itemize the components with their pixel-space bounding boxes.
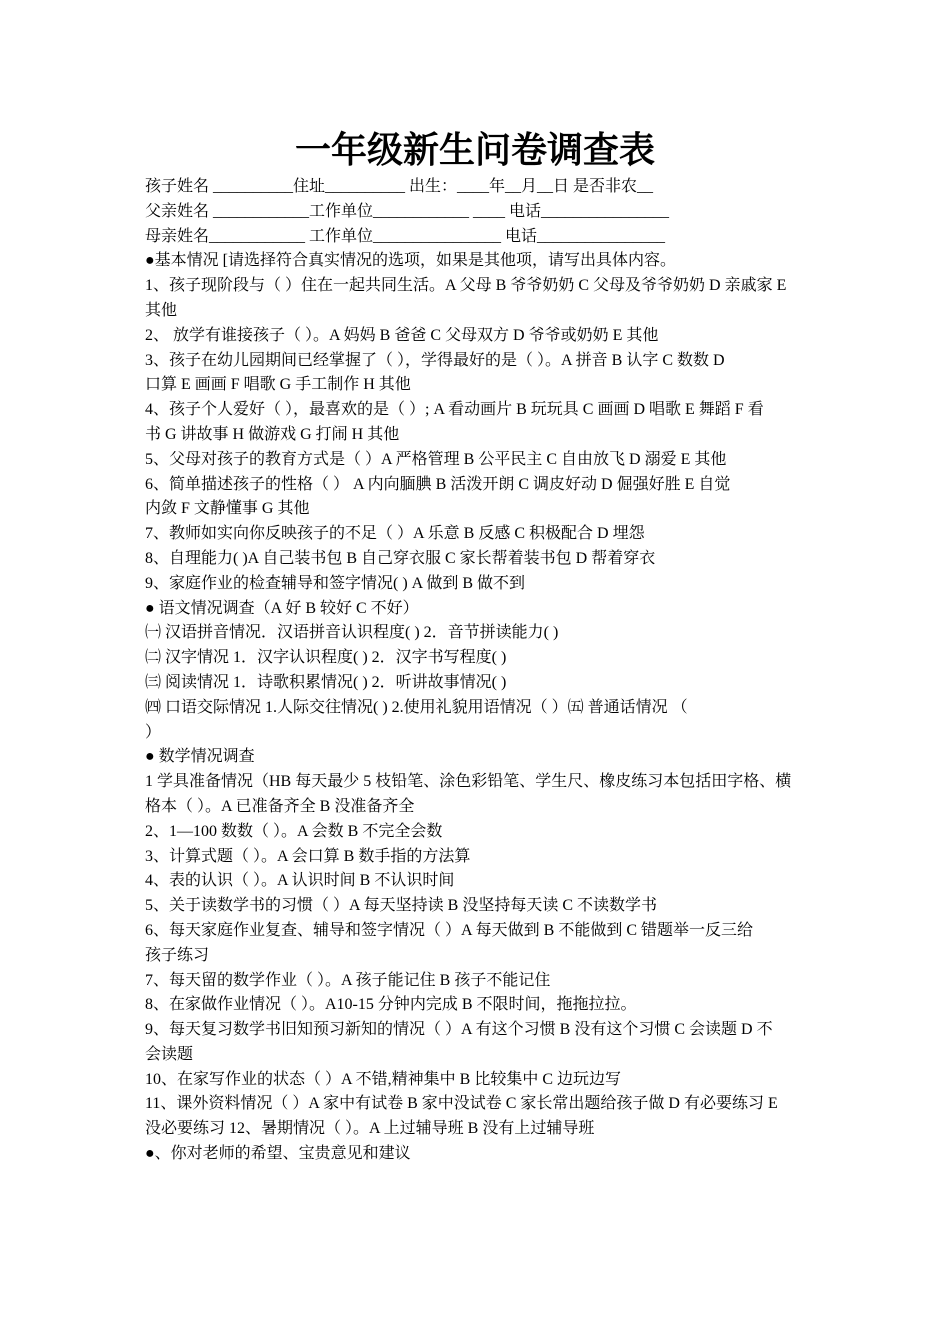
text-line: 6、简单描述孩子的性格（ ） A 内向腼腆 B 活泼开朗 C 调皮好动 D 倔强好胜 E 自觉 [145,475,731,493]
text-line: ㈠ 汉语拼音情况．汉语拼音认识程度( ) 2．音节拼读能力( ) [145,624,559,642]
text-line: 其他 [145,301,178,319]
text-line: 9、每天复习数学书旧知预习新知的情况（ ）A 有这个习惯 B 没有这个习惯 C 会读题 D 不 [145,1021,773,1039]
text-line: 7、教师如实向你反映孩子的不足（ ）A 乐意 B 反感 C 积极配合 D 埋怨 [145,525,645,543]
text-line: 8、在家做作业情况（ ）。A10-15 分钟内完成 B 不限时间，拖拖拉拉。 [145,996,637,1014]
text-line: 内敛 F 文静懂事 G 其他 [145,500,310,518]
text-line: 4、表的认识（ ）。A 认识时间 B 不认识时间 [145,872,455,890]
text-line: 孩子练习 [145,946,210,964]
text-line: 书 G 讲故事 H 做游戏 G 打闹 H 其他 [145,425,400,443]
text-line: 2、1—100 数数（ ）。A 会数 B 不完全会数 [145,822,443,840]
text-line: 母亲姓名____________ 工作单位________________ 电话________________ [145,227,666,245]
document-title: 一年级新生问卷调查表 [294,130,655,171]
text-line: 5、父母对孩子的教育方式是（ ）A 严格管理 B 公平民主 C 自由放飞 D 溺爱 E 其他 [145,450,727,468]
text-line: ● 语文情况调查（A 好 B 较好 C 不好） [145,599,419,617]
text-line: 格本（ ）。A 已准备齐全 B 没准备齐全 [145,797,415,815]
text-line: 7、每天留的数学作业（ ）。A 孩子能记住 B 孩子不能记住 [145,971,551,989]
text-line: ㈣ 口语交际情况 1.人际交往情况( ) 2.使用礼貌用语情况（ ）㈤ 普通话情况 （ [145,698,688,716]
text-line: 没必要练习 12、暑期情况（ ）。A 上过辅导班 B 没有上过辅导班 [145,1120,595,1138]
text-line: 11、课外资料情况（ ）A 家中有试卷 B 家中没试卷 C 家长常出题给孩子做 D 有必要练习 E [145,1095,778,1113]
text-line: 父亲姓名 ____________工作单位____________ ____ 电话________________ [145,202,670,220]
text-line: 5、关于读数学书的习惯（ ）A 每天坚持读 B 没坚持每天读 C 不读数学书 [145,897,658,915]
text-line: 孩子姓名 __________住址__________ 出生：____年__月__日 是否非农__ [145,178,654,195]
text-line: 4、孩子个人爱好（ ），最喜欢的是（ ）; A 看动画片 B 玩玩具 C 画画 D 唱歌 E 舞蹈 F 看 [145,401,764,419]
text-line: 2、 放学有谁接孩子（ ）。A 妈妈 B 爸爸 C 父母双方 D 爷爷或奶奶 E 其他 [145,326,659,344]
text-line: ●基本情况 [请选择符合真实情况的选项，如果是其他项，请写出具体内容。 [145,252,676,270]
text-line: 3、孩子在幼儿园期间已经掌握了（ ），学得最好的是（ ）。A 拼音 B 认字 C 数数 D [145,351,725,369]
text-line: ● 数学情况调查 [145,748,255,766]
text-line: 1 学具准备情况（HB 每天最少 5 枝铅笔、涂色彩铅笔、学生尺、橡皮练习本包括田字格、横 [145,773,792,791]
text-line: ） [145,723,162,741]
text-line: 10、在家写作业的状态（ ）A 不错,精神集中 B 比较集中 C 边玩边写 [145,1070,622,1088]
text-line: ●、你对老师的希望、宝贵意见和建议 [145,1145,411,1163]
text-line: 8、自理能力( )A 自己装书包 B 自己穿衣服 C 家长帮着装书包 D 帮着穿衣 [145,549,656,567]
text-line: 口算 E 画画 F 唱歌 G 手工制作 H 其他 [145,376,411,394]
text-line: 1、孩子现阶段与（ ）住在一起共同生活。A 父母 B 爷爷奶奶 C 父母及爷爷奶奶 D 亲戚家 E [145,277,787,295]
text-line: 9、家庭作业的检查辅导和签字情况( ) A 做到 B 做不到 [145,574,526,592]
text-line: 3、计算式题（ ）。A 会口算 B 数手指的方法算 [145,847,471,865]
text-line: 6、每天家庭作业复查、辅导和签字情况（ ）A 每天做到 B 不能做到 C 错题举一反三给 [145,921,754,939]
text-line: 会读题 [145,1045,194,1063]
document-body [145,175,810,1167]
text-line: ㈢ 阅读情况 1．诗歌积累情况( ) 2．听讲故事情况( ) [145,673,507,691]
text-line: ㈡ 汉字情况 1．汉字认识程度( ) 2．汉字书写程度( ) [145,649,507,667]
